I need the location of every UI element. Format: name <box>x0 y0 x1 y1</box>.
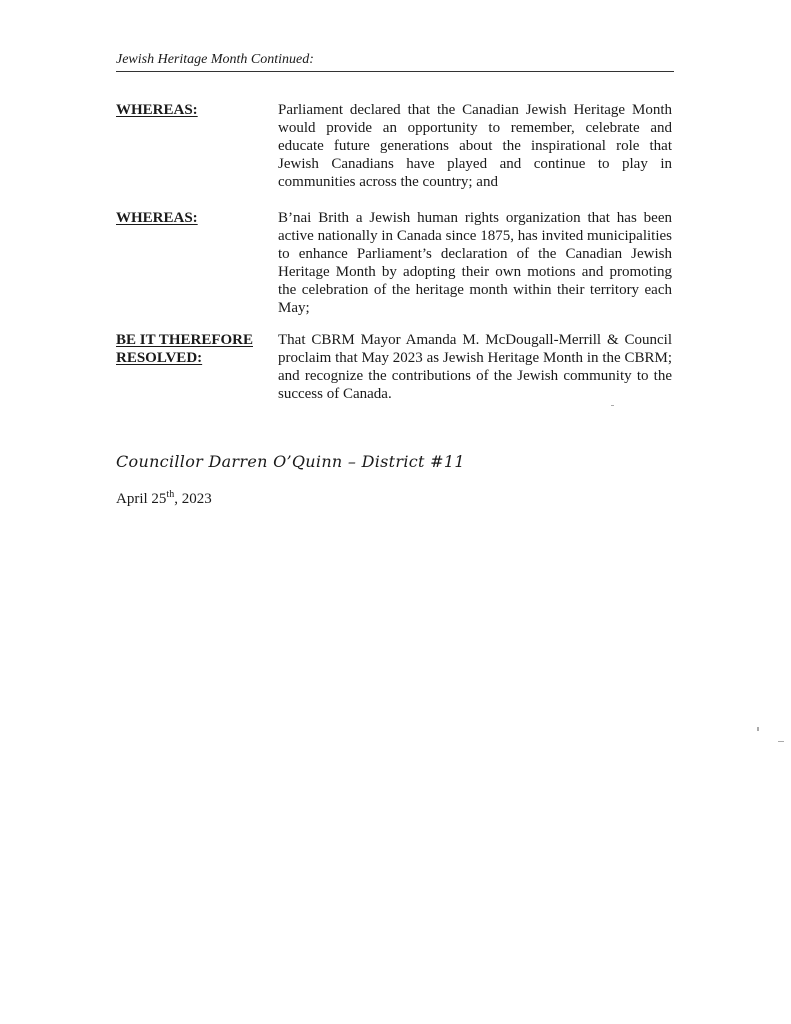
clause-text: That CBRM Mayor Amanda M. McDougall-Merrill & Council proclaim that May 2023 as Jewish Heritage Month in the CBRM; and recognize the contributions of the Jewish community to the success of Canada. <box>278 332 672 402</box>
scan-speck <box>611 405 614 406</box>
clause-text: Parliament declared that the Canadian Jewish Heritage Month would provide an opportunity to remember, celebrate and educate future generations about the inspirational role that Jewish Canadians have played and continue to play in communities across the country; and <box>278 102 672 190</box>
running-header: Jewish Heritage Month Continued: <box>116 52 674 72</box>
scan-speck <box>778 741 784 742</box>
clause-label-line: RESOLVED: <box>116 350 203 366</box>
resolved-clause <box>116 331 674 407</box>
whereas-clause-2 <box>116 209 674 319</box>
whereas-clause-1 <box>116 101 674 193</box>
clause-label <box>116 331 276 367</box>
signature-line: Councillor Darren O’Quinn – District #11 <box>116 452 465 471</box>
date-line <box>116 490 212 508</box>
clause-label-line: WHEREAS: <box>116 210 198 226</box>
date-month-day: April 25 <box>116 491 167 507</box>
clause-label-line: WHEREAS: <box>116 102 198 118</box>
clause-label <box>116 209 276 227</box>
date-year: , 2023 <box>174 491 212 507</box>
clause-label <box>116 101 276 119</box>
clause-text: B’nai Brith a Jewish human rights organization that has been active nationally in Canada since 1875, has invited municipalities to enhance Parliament’s declaration of the Canadian Jewish Heritage Month by adopting their own motions and promoting the celebration of the heritage month within their territory each May; <box>278 210 672 316</box>
clause-label-line: BE IT THEREFORE <box>116 332 253 348</box>
scan-speck <box>757 727 759 731</box>
date-ordinal: th <box>166 489 175 500</box>
